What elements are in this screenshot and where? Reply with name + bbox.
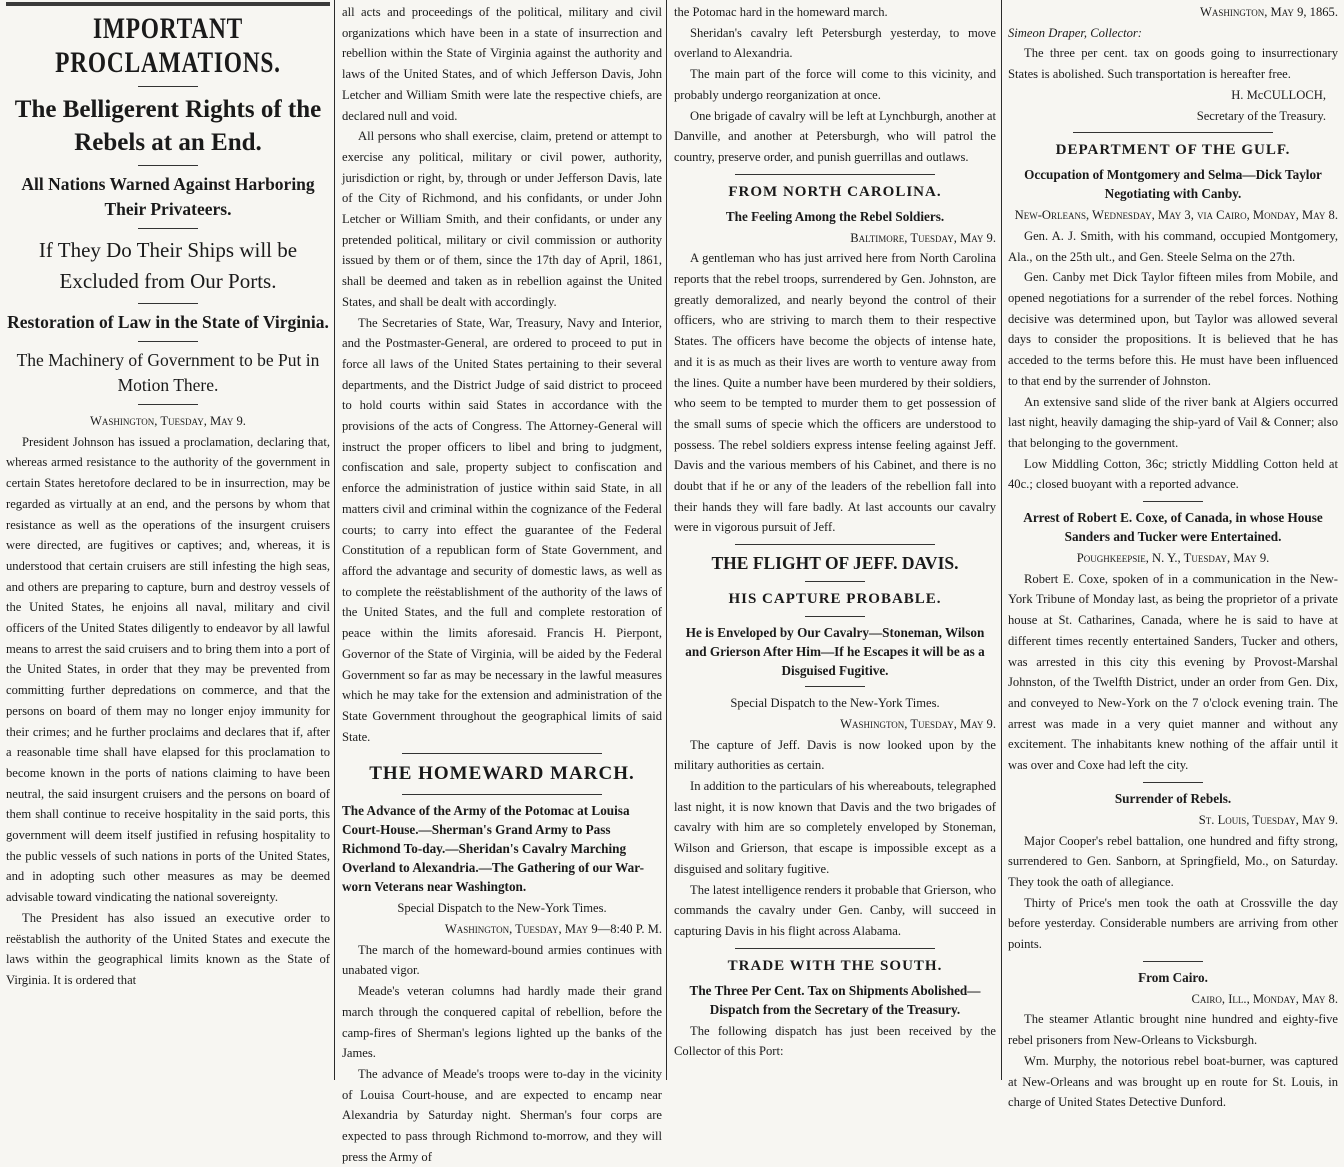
paragraph: One brigade of cavalry will be left at Lynchburgh, another at Danville, and another at Petersburgh, who will patrol the country, preserve order, and punish guerrillas and outlaws. (674, 108, 996, 164)
divider (1143, 501, 1203, 502)
paragraph: The steamer Atlantic brought nine hundred and eighty-five rebel prisoners from New-Orleans to Vicksburgh. (1008, 1012, 1338, 1048)
dateline: Washington, Tuesday, May 9—8:40 P. M. (444, 922, 662, 937)
divider (1143, 961, 1203, 962)
divider (402, 753, 602, 754)
section-headline: THE FLIGHT OF JEFF. DAVIS. (711, 553, 959, 574)
paragraph: A gentleman who has just arrived here from North Carolina reports that the rebel troops, surrendered by Gen. Johnston, are greatly demoralized, and nearly beyond the control of their officers, who are striving to march them to their respective States. The officers have become the objects of intense hate, and it is as much as their lives are worth to venture away from the lines. Quite a number have been murdered by their soldiers, who seem to be tempted to murder them to get possession of the small sums of specie which the officers are understood to possess. The rebel soldiers express intense feeling against Jeff. Davis and the various members of his Cabinet, and there is no doubt that if he or any of the leaders of the rebellion fall into their hands they will fare badly. At last accounts our cavalry were in vigorous pursuit of Jeff. (674, 251, 996, 535)
section-headline: DEPARTMENT OF THE GULF. (1055, 142, 1291, 159)
divider (1143, 782, 1203, 783)
deck-1: The Belligerent Rights of the Rebels at an End. (14, 96, 322, 156)
deck-2: All Nations Warned Against Harboring Their Privateers. (21, 174, 315, 219)
dateline: Washington, Tuesday, May 9. (90, 414, 246, 428)
paragraph: All persons who shall exercise, claim, pretend or attempt to exercise any political, military or civil power, authority, jurisdiction or right, by, through or under Jefferson Davis, late of the City of Richmond, and his confidants, or under John Letcher or William Smith, and their confidants, or under any pretended political, military or civil commission or authority issued by them or of them, since the 17th day of April, 1861, shall be deemed and taken as in rebellion against the United States, and shall be dealt with accordingly. (342, 129, 662, 309)
divider (735, 948, 935, 949)
paragraph: The main part of the force will come to this vicinity, and probably undergo reorganization at once. (674, 67, 996, 102)
divider (735, 174, 935, 175)
divider (735, 544, 935, 545)
deck-4: Restoration of Law in the State of Virginia. (7, 312, 329, 332)
subheadline: The Three Per Cent. Tax on Shipments Abolished—Dispatch from the Secretary of the Treasury. (689, 982, 981, 1017)
subheadline: The Feeling Among the Rebel Soldiers. (725, 208, 945, 224)
paragraph: The following dispatch has just been received by the Collector of this Port: (674, 1023, 996, 1059)
dateline: Washington, Tuesday, May 9. (840, 716, 996, 731)
divider (138, 86, 198, 87)
paragraph: President Johnson has issued a proclamation, declaring that, whereas armed resistance to the authority of the government in certain States heretofore declared to be in insurrection, may be regarded as virtually at an end, and the persons by whom that resistance as well as the operations of the insurgent cruisers were directed, are fugitives or captives; and, whereas, it is understood that certain cruisers are still infesting the high seas, and others are preparing to capture, burn and destroy vessels of the United States, he enjoins all naval, military and civil officers of the United States diligently to endeavor by all lawful means to arrest the said cruisers and to bring them into a port of the United States, in order that they may be prevented from committing further depredations on commerce, and that the persons on board of them may no longer enjoy immunity for their crimes; and he further proclaims and declares that if, after a reasonable time shall have elapsed for this proclamation to become known in the ports of nations claiming to have been neutral, the said insurgent cruisers and the persons on board of them shall continue to receive hospitality in the said ports, this government will deem itself justified in refusing hospitality to the public vessels of such nations in ports of the United States, and in adopting such other measures as may be deemed advisable toward vindicating the national sovereignty. (6, 434, 330, 905)
paragraph: Meade's veteran columns had hardly made their grand march through the conquered capital of rebellion, before the camp-fires of Sherman's legions lighted up the banks of the James. (342, 984, 662, 1061)
column-4 (1002, 0, 1344, 1110)
paragraph: Major Cooper's rebel battalion, one hundred and fifty strong, surrendered to Gen. Sanborn, at Springfield, Mo., on Saturday. They took the oath of allegiance. (1008, 833, 1338, 889)
paragraph: Robert E. Coxe, spoken of in a communication in the New-York Tribune of Monday last, as being the proprietor of a private house at St. Catharines, Canada, where he is said to have at different times recently entertained Sanders, Tucker and others, was arrested in this city this evening by Provost-Marshal Johnston, of the Twelfth District, under an order from Gen. Dix, and conveyed to New-York on the 7 o'clock evening train. The arrest was made in a very quiet manner and without any excitement. The inhabitants knew nothing of the affair until it was over and Coxe had left the city. (1008, 571, 1338, 773)
paragraph: An extensive sand slide of the river bank at Algiers occurred last night, heavily damaging the ship-yard of Vail & Conner; also that belonging to the government. (1008, 394, 1338, 450)
section-headline: FROM NORTH CAROLINA. (728, 183, 942, 200)
byline: Special Dispatch to the New-York Times. (730, 696, 940, 711)
signature-title: Secretary of the Treasury. (1196, 108, 1326, 123)
divider (402, 794, 602, 795)
divider (805, 581, 865, 582)
paragraph: The advance of Meade's troops were to-day in the vicinity of Louisa Court-house, and are expected to encamp near Alexandria by Saturday night. Sherman's four corps are expected to pass through Richmond to-morrow, and they will press the Army of (342, 1066, 662, 1164)
subheadline: From Cairo. (1138, 969, 1208, 985)
dateline: Cairo, Ill., Monday, May 8. (1191, 991, 1338, 1006)
signature: H. McCULLOCH, (1231, 87, 1326, 102)
deck-5: The Machinery of Government to be Put in Motion There. (16, 350, 320, 395)
subheadline: Arrest of Robert E. Coxe, of Canada, in whose House Sanders and Tucker were Entertained. (1023, 510, 1323, 545)
dateline: Baltimore, Tuesday, May 9. (850, 230, 996, 245)
divider (138, 228, 198, 229)
dateline: Washington, May 9, 1865. (1200, 5, 1338, 19)
subheadline: The Advance of the Army of the Potomac at Louisa Court-House.—Sherman's Grand Army to Pass Richmond To-day.—Sheridan's Cavalry Marching Overland to Alexandria.—The Gathering of our War-worn Veterans near Washington. (342, 803, 644, 895)
divider (805, 686, 865, 687)
top-rule (6, 2, 330, 6)
divider (805, 616, 865, 617)
paragraph: Thirty of Price's men took the oath at Crossville the day before yesterday. Considerable numbers are arriving from other points. (1008, 895, 1338, 952)
subheadline: Surrender of Rebels. (1114, 790, 1232, 806)
divider (138, 165, 198, 166)
section-headline: THE HOMEWARD MARCH. (369, 763, 635, 785)
paragraph: Gen. Canby met Dick Taylor fifteen miles from Mobile, and opened negotiations for a surrender of the rebel forces. Nothing decisive was determined upon, but Taylor was allowed several days to consider the propositions. It is believed that he has acceded to the terms before this. He must have been influenced to that end by the surrender of Johnston. (1008, 270, 1338, 388)
paragraph: Low Middling Cotton, 36c; strictly Middling Cotton held at 40c.; closed buoyant with a reported advance. (1008, 456, 1338, 492)
paragraph: Wm. Murphy, the notorious rebel boat-burner, was captured at New-Orleans and was brought up en route for St. Louis, in charge of United States Detective Dunford. (1008, 1053, 1338, 1110)
column-3 (668, 0, 1002, 1080)
dateline: Poughkeepsie, N. Y., Tuesday, May 9. (1076, 551, 1270, 566)
paragraph: Gen. A. J. Smith, with his command, occupied Montgomery, Ala., on the 25th ult., and Gen. Steele Selma on the 27th. (1008, 228, 1338, 264)
address-line: Simeon Draper, Collector: (1008, 25, 1142, 40)
deck-3: If They Do Their Ships will be Excluded from Our Ports. (38, 238, 298, 293)
paragraph: The three per cent. tax on goods going to insurrectionary States is abolished. Such transportation is hereafter free. (1008, 46, 1338, 82)
paragraph: Sheridan's cavalry left Petersburgh yesterday, to move overland to Alexandria. (674, 25, 996, 61)
paragraph: the Potomac hard in the homeward march. (674, 5, 888, 19)
paragraph: all acts and proceedings of the political, military and civil organizations which have been in a state of insurrection and rebellion within the State of Virginia against the authority and laws of the United States, and of which Jefferson Davis, John Letcher and William Smith were late the respective chiefs, are declared null and void. (342, 5, 662, 123)
paragraph: In addition to the particulars of his whereabouts, telegraphed last night, it is now known that Davis and the two brigades of cavalry with him are so completely enveloped by Stoneman, Wilson and Grierson, that escape is impossible except as a disguised and solitary fugitive. (674, 778, 997, 876)
paragraph: The march of the homeward-bound armies continues with unabated vigor. (342, 942, 662, 978)
dateline: New-Orleans, Wednesday, May 3, via Cairo, Monday, May 8. (1014, 208, 1338, 223)
divider (1073, 132, 1273, 133)
section-headline: TRADE WITH THE SOUTH. (727, 957, 943, 974)
paragraph: The latest intelligence renders it probable that Grierson, who commands the cavalry under Gen. Canby, will succeed in capturing Davis in his flight across Alabama. (674, 882, 996, 938)
divider (138, 303, 198, 304)
section-headline: HIS CAPTURE PROBABLE. (728, 591, 942, 608)
main-headline: IMPORTANT PROCLAMATIONS. (55, 12, 281, 79)
divider (138, 341, 198, 342)
column-2 (336, 0, 668, 1164)
paragraph: The Secretaries of State, War, Treasury, Navy and Interior, and the Postmaster-General, are ordered to proceed to put in force all laws of the United States pertaining to their several departments, and the District Judge of said district to proceed to hold courts within said States in accordance with the provisions of the acts of Congress. The Attorney-General will instruct the proper officers to libel and bring to judgment, confiscation and sale, property subject to confiscation and enforce the administration of justice within said State, in all matters civil and criminal within the cognizance of the Federal courts; to carry into effect the guarantee of the Federal Constitution of a republican form of State Government, and afford the advantage and security of domestic laws, as well as to complete the reëstablishment of the authority of the laws of the United States, and the full and complete restoration of peace within the limits aforesaid. Francis H. Pierpont, Governor of the State of Virginia, will be aided by the Federal Government so far as may be necessary in the lawful measures which he may take for the extension and administration of the State Government throughout the geographical limits of said State. (342, 315, 662, 744)
byline: Special Dispatch to the New-York Times. (397, 901, 607, 916)
subheadline: Occupation of Montgomery and Selma—Dick Taylor Negotiating with Canby. (1024, 167, 1322, 202)
dateline: St. Louis, Tuesday, May 9. (1198, 812, 1338, 827)
subheadline: He is Enveloped by Our Cavalry—Stoneman, Wilson and Grierson After Him—If he Escapes it will be as a Disguised Fugitive. (685, 625, 985, 679)
divider (138, 404, 198, 405)
column-1 (0, 0, 336, 1080)
paragraph: The President has also issued an executive order to reëstablish the authority of the United States and execute the laws within the geographical limits known as the State of Virginia. It is ordered that (6, 910, 330, 987)
paragraph: The capture of Jeff. Davis is now looked upon by the military authorities as certain. (674, 737, 996, 773)
